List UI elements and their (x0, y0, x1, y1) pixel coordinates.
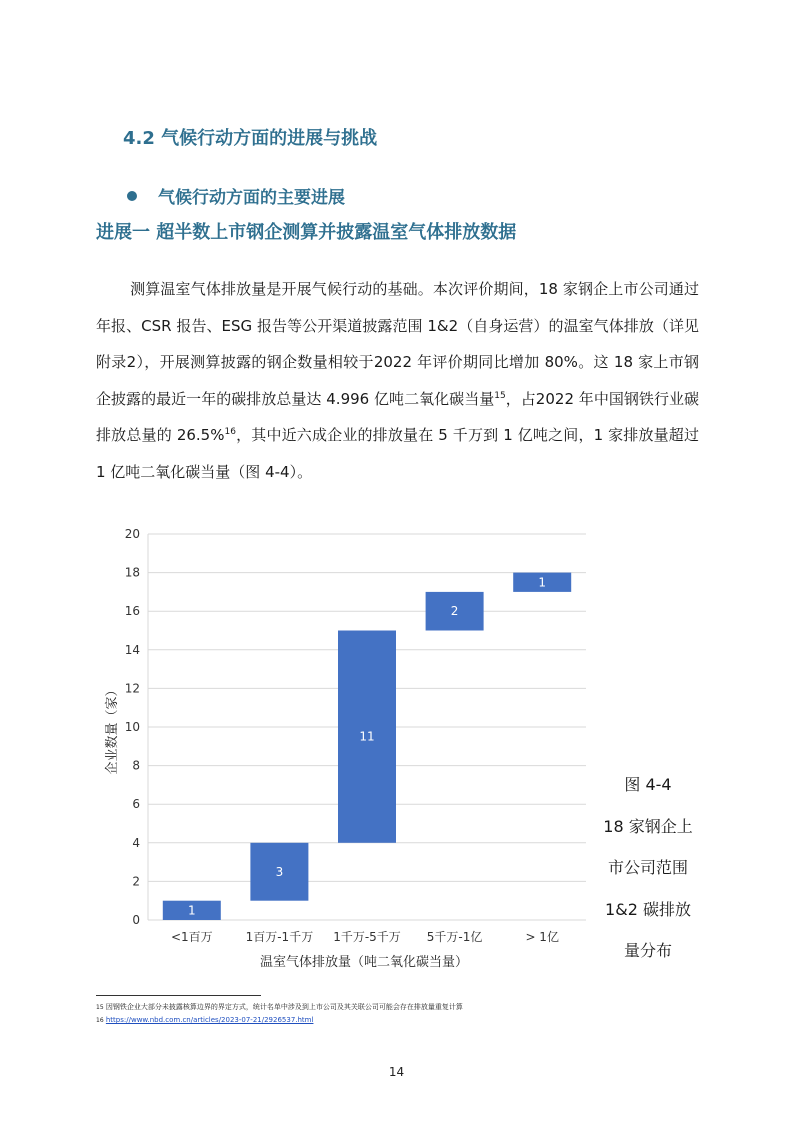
figure-caption (586, 764, 710, 972)
paragraph-part1: 测算温室气体排放量是开展气候行动的基础。本次评价期间，18 家钢企上市公司通过年报、CSR 报告、ESG 报告等公开渠道披露范围 1&2（自身运营）的温室气体排放（详见附录2），开展测算披露的钢企数量相较于2022 年评价期同比增加 80%。这 18 家上市钢企披露的最近一年的碳排放总量达 4.996 亿吨二氧化碳当量 (96, 280, 699, 408)
paragraph-part3: ，其中近六成企业的排放量在 5 千万到 1 亿吨之间，1 家排放量超过 1 亿吨二氧化碳当量（图 4-4）。 (96, 426, 699, 481)
x-tick-label: 1百万-1千万 (245, 930, 314, 944)
y-tick-label: 14 (124, 642, 140, 657)
bar-data-label: 1 (187, 903, 196, 918)
bullet-dot-icon (127, 191, 137, 201)
y-tick-label: 6 (132, 797, 140, 812)
x-tick-label: > 1亿 (525, 930, 559, 944)
x-axis-ticks (171, 930, 559, 944)
section-title: 4.2 气候行动方面的进展与挑战 (123, 128, 378, 149)
y-tick-label: 0 (132, 913, 140, 927)
footnote-text: 因钢铁企业大部分未披露核算边界的界定方式，统计名单中涉及到上市公司及其关联公司可能会存在排放量重复计算 (105, 1003, 463, 1011)
x-tick-label: 5千万-1亿 (426, 930, 483, 944)
page-number: 14 (388, 1065, 405, 1079)
caption-line: 1&2 碳排放 (605, 899, 691, 919)
y-axis-ticks (125, 527, 140, 927)
footnote-16 (96, 1014, 463, 1027)
y-tick-label: 10 (124, 720, 140, 734)
footnote-ref-15[interactable]: 15 (494, 390, 506, 401)
y-tick-label: 16 (124, 604, 140, 619)
body-paragraph (96, 271, 699, 490)
footnote-link[interactable]: https://www.nbd.com.cn/articles/2023-07-21/2926537.html (105, 1016, 314, 1024)
footnotes (96, 1001, 463, 1027)
chart-bars (163, 573, 571, 920)
y-tick-label: 4 (132, 835, 140, 850)
footnote-15 (96, 1001, 463, 1014)
footnote-number: 15 (96, 1004, 104, 1011)
sub-heading: 进展一 超半数上市钢企测算并披露温室气体排放数据 (96, 222, 517, 243)
footnote-number: 16 (96, 1017, 104, 1024)
bullet-heading (127, 183, 345, 208)
caption-line: 18 家钢企上 (603, 816, 693, 836)
bar-data-label: 2 (450, 604, 459, 619)
x-tick-label: 1千万-5千万 (333, 930, 401, 944)
footnote-ref-16[interactable]: 16 (224, 427, 236, 437)
y-tick-label: 2 (132, 874, 140, 889)
y-tick-label: 20 (124, 527, 140, 541)
y-axis-label: 企业数量（家） (105, 683, 120, 775)
bar-data-label: 1 (538, 575, 547, 590)
caption-line: 图 4-4 (624, 775, 672, 794)
waterfall-chart (96, 515, 596, 975)
y-tick-label: 12 (124, 681, 140, 696)
x-axis-label: 温室气体排放量（吨二氧化碳当量） (259, 955, 469, 970)
caption-line: 市公司范围 (607, 858, 688, 877)
x-tick-label: <1百万 (170, 930, 213, 944)
bullet-heading-text: 气候行动方面的主要进展 (158, 188, 345, 208)
paragraph-part2: ，占2022 年中国钢铁行业碳排放总量的 26.5% (96, 389, 700, 444)
footnote-divider (96, 995, 261, 996)
bar-data-label: 11 (359, 729, 375, 744)
caption-line: 量分布 (623, 941, 672, 960)
y-tick-label: 8 (132, 758, 140, 773)
y-tick-label: 18 (124, 565, 140, 580)
bar-data-label: 3 (275, 864, 284, 879)
